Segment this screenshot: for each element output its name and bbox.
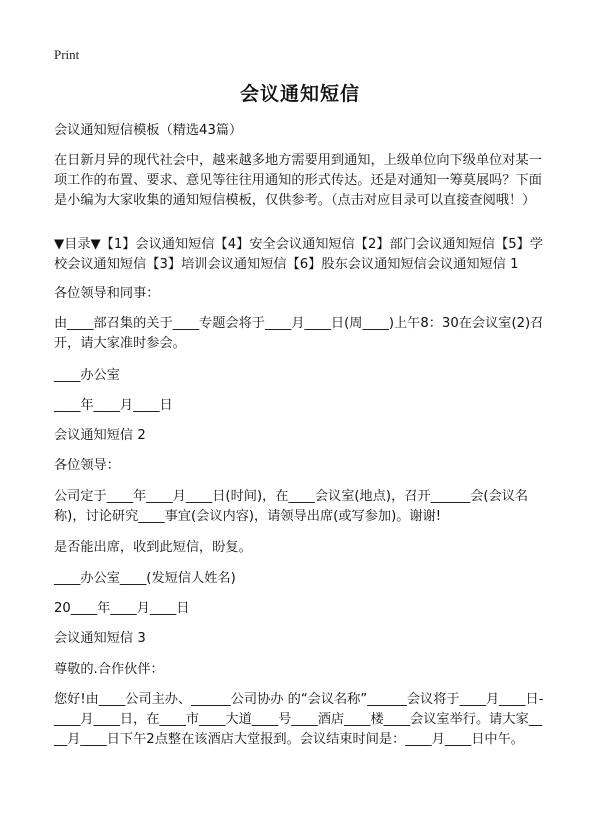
date-2: 20____年____月____日: [54, 601, 190, 616]
date-1: ____年____月____日: [54, 398, 173, 413]
sender-1: ____办公室: [54, 368, 120, 383]
notice-body-2: 公司定于____年____月____日(时间)，在____会议室(地点)，召开______会(会议名称)，讨论研究____事宜(会议内容)，请领导出席(或写参加)。谢谢!: [54, 489, 529, 524]
greeting-1: 各位领导和同事：: [54, 286, 160, 301]
table-of-contents[interactable]: ▼目录▼【1】会议通知短信【4】安全会议通知短信【2】部门会议通知短信【5】学校会议通知短信【3】培训会议通知短信【6】股东会议通知短信会议通知短信 1: [54, 237, 544, 272]
subtitle: 会议通知短信模板（精选43篇）: [54, 123, 243, 138]
section-heading-3: 会议通知短信 3: [54, 631, 146, 646]
section-heading-2: 会议通知短信 2: [54, 428, 146, 443]
page-title: 会议通知短信: [239, 83, 360, 105]
sender-2: ____办公室____(发短信人姓名): [54, 571, 236, 586]
intro-paragraph: 在日新月异的现代社会中，越来越多地方需要用到通知，上级单位向下级单位对某一项工作的布置、要求、意见等往往用通知的形式传达。还是对通知一筹莫展吗？下面是小编为大家收集的通知短信模板，仅供参考。（点击对应目录可以直接查阅哦！）: [54, 153, 542, 208]
greeting-3: 尊敬的.合作伙伴：: [54, 662, 164, 677]
notice-body-3: 您好!由____公司主办、______公司协办 的“会议名称”______会议将于____月____日-____月____日，在____市____大道____号____酒店____楼____会议室举行。请大家____月____日下午2点整在该酒店大堂报到。会议结束时间是：____月____日中午。: [54, 692, 544, 747]
print-link[interactable]: Print: [54, 47, 80, 62]
notice-body-1: 由____部召集的关于____专题会将于____月____日(周____)上午8：30在会议室(2)召开，请大家准时参会。: [54, 316, 544, 351]
greeting-2: 各位领导：: [54, 458, 120, 473]
reply-request: 是否能出席，收到此短信，盼复。: [54, 540, 252, 555]
